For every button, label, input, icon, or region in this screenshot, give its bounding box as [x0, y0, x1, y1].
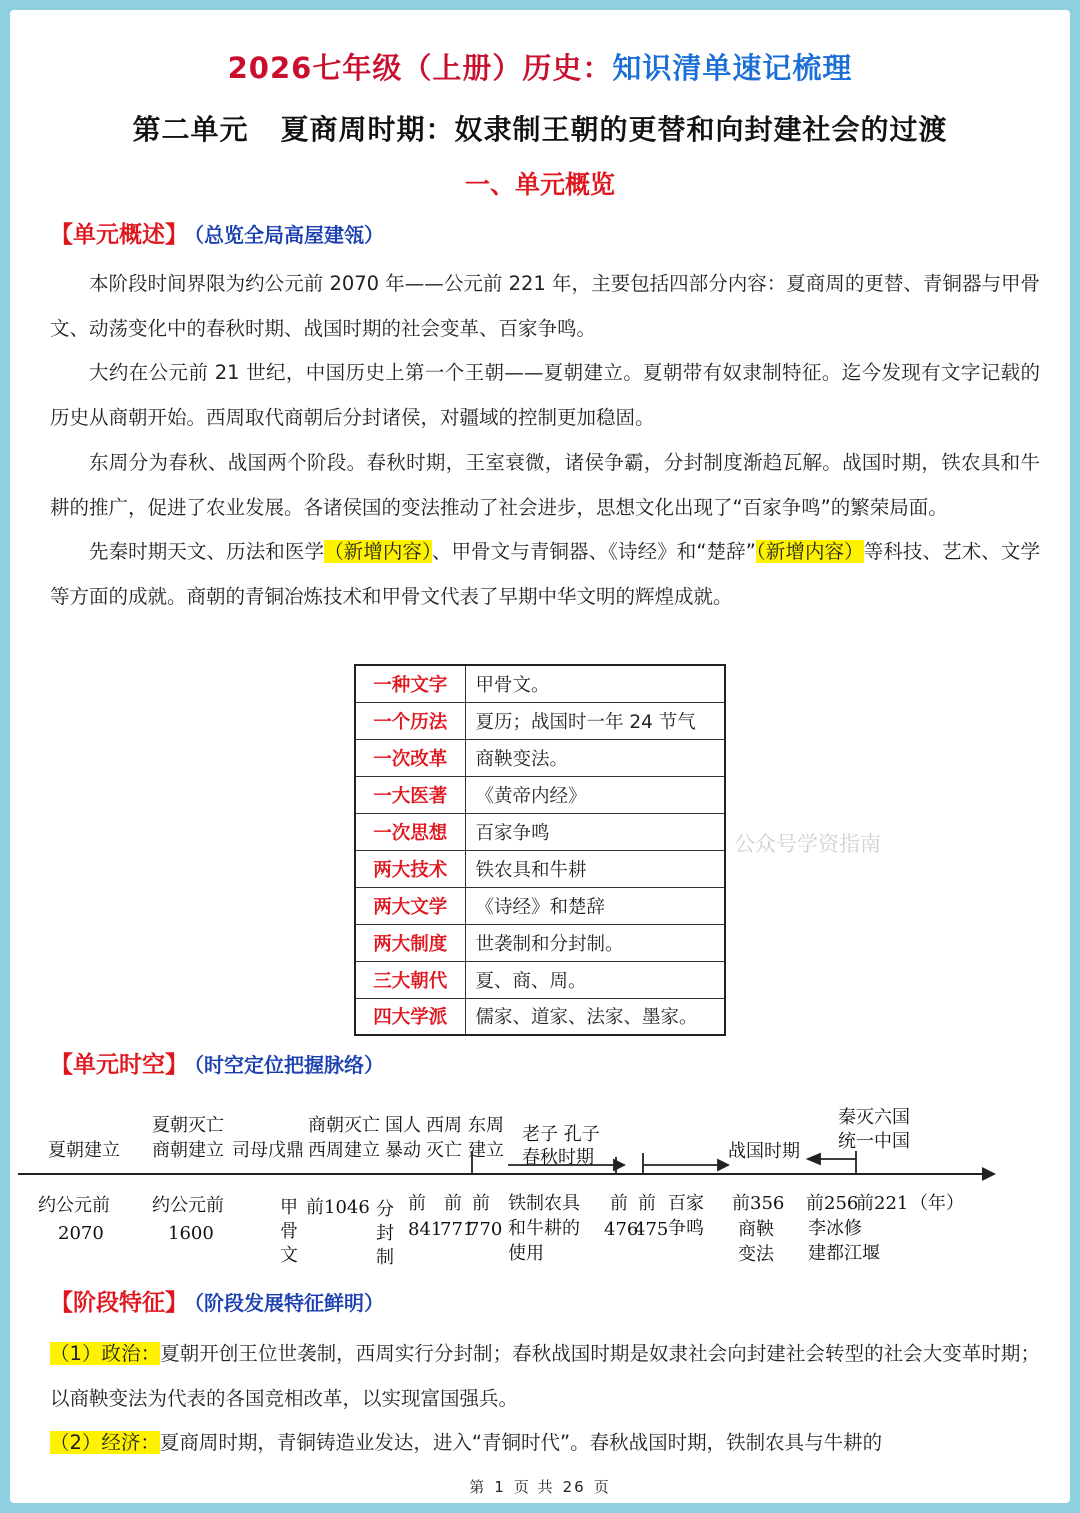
title-blue: 知识清单速记梳理 — [612, 51, 853, 85]
economy-text: 夏商周时期，青铜铸造业发达，进入“青铜时代”。春秋战国时期，铁制农具与牛耕的 — [159, 1431, 883, 1455]
overview-heading-label: 【单元概述】 — [50, 222, 188, 248]
timeline-date: 约公元前 — [152, 1195, 224, 1216]
section-title: 一、单元概览 — [464, 170, 615, 199]
timeline-date: 前 — [610, 1193, 628, 1214]
politics-paragraph — [50, 1332, 1040, 1421]
table-row — [355, 961, 725, 998]
table-key: 两大文学 — [355, 887, 465, 924]
overview-paragraph-2: 大约在公元前 21 世纪，中国历史上第一个王朝——夏朝建立。夏朝带有奴隶制特征。迄今发现有文字记载的历史从商朝开始。西周取代商朝后分封诸侯，对疆域的控制更加稳固。 — [50, 361, 1040, 430]
table-row — [355, 813, 725, 850]
p4-part-b: 、甲骨文与青铜器、《诗经》和“楚辞” — [431, 540, 756, 564]
timeline-label: 司母戊鼎 — [232, 1140, 304, 1161]
table-row — [355, 739, 725, 776]
footer-post: 页 — [593, 1478, 611, 1496]
timeline-label: 统一中国 — [838, 1131, 910, 1152]
timeline-date: 2070 — [58, 1223, 104, 1244]
table-row — [355, 665, 725, 702]
timeline-label: 西周建立 — [308, 1140, 380, 1161]
timeline-label: 灭亡 — [426, 1140, 462, 1161]
footer-mid: 页 共 — [513, 1478, 555, 1496]
document-title — [10, 46, 1070, 87]
p4-part-c: 等科技、艺术、文学等方面的成就。商朝的青铜冶炼技术和甲骨文代表了早期中华文明的辉煌成就。 — [50, 540, 1040, 608]
timeline-label: 国人 — [385, 1115, 421, 1136]
spacetime-subheading: （时空定位把握脉络） — [194, 1053, 384, 1077]
table-value: 儒家、道家、法家、墨家。 — [465, 998, 725, 1035]
footer-pre: 第 — [469, 1478, 487, 1496]
timeline-date: 771 — [440, 1219, 475, 1240]
table-key: 四大学派 — [355, 998, 465, 1035]
timeline-label: 李冰修 — [808, 1218, 862, 1239]
timeline-label: 暴动 — [385, 1140, 421, 1161]
stage-text — [50, 1332, 1040, 1466]
overview-paragraph-3: 东周分为春秋、战国两个阶段。春秋时期，王室衰微，诸侯争霸，分封制度渐趋瓦解。战国时期，铁农具和牛耕的推广，促进了农业发展。各诸侯国的变法推动了社会进步，思想文化出现了“百家争鸣”的繁荣局面。 — [50, 450, 1040, 519]
timeline-date: 前 — [472, 1193, 490, 1214]
timeline-label: 分 — [376, 1199, 394, 1220]
timeline-label: 制 — [376, 1247, 394, 1268]
timeline-label: 建立 — [468, 1140, 504, 1161]
table-key: 一次改革 — [355, 739, 465, 776]
timeline-date: 前 — [638, 1193, 656, 1214]
table-row — [355, 998, 725, 1035]
table-value: 商鞅变法。 — [465, 739, 725, 776]
timeline-date: 前221 — [856, 1193, 909, 1214]
timeline-label: 战国时期 — [728, 1141, 800, 1162]
timeline-label: 东周 — [468, 1115, 504, 1136]
page-number: 1 — [494, 1478, 506, 1496]
economy-paragraph — [50, 1421, 1040, 1466]
timeline-label: 骨 — [280, 1221, 298, 1242]
timeline-label: 商鞅 — [738, 1219, 774, 1240]
table-value: 百家争鸣 — [465, 813, 725, 850]
overview-subheading: （总览全局高屋建瓴） — [194, 223, 384, 247]
table-key: 两大技术 — [355, 850, 465, 887]
timeline-axis — [18, 1173, 990, 1175]
page-total: 26 — [562, 1478, 586, 1496]
table-row — [355, 924, 725, 961]
timeline — [10, 1105, 1070, 1275]
stage-heading — [50, 1284, 384, 1317]
timeline-date: 前256 — [806, 1193, 859, 1214]
unit-number: 第二单元 — [132, 113, 249, 146]
timeline-label: 建都江堰 — [808, 1243, 880, 1264]
timeline-date: 前356 — [732, 1193, 785, 1214]
table-row — [355, 776, 725, 813]
new-content-highlight-2: （新增内容） — [755, 540, 864, 564]
politics-text: 夏朝开创王位世袭制，西周实行分封制；春秋战国时期是奴隶社会向封建社会转型的社会大变革时期；以商鞅变法为代表的各国竞相改革，以实现富国强兵。 — [50, 1342, 1040, 1410]
unit-title — [10, 108, 1070, 148]
timeline-label: 商朝建立 — [152, 1140, 224, 1161]
spacetime-heading-label: 【单元时空】 — [50, 1052, 188, 1078]
table-row — [355, 887, 725, 924]
timeline-date: 约公元前 — [38, 1195, 110, 1216]
summary-table — [354, 664, 726, 1036]
timeline-label: 文 — [280, 1245, 298, 1266]
table-value: 铁农具和牛耕 — [465, 850, 725, 887]
stage-heading-label: 【阶段特征】 — [50, 1290, 188, 1316]
table-key: 三大朝代 — [355, 961, 465, 998]
timeline-label: 老子 孔子 — [522, 1124, 600, 1145]
timeline-date: 475 — [634, 1219, 669, 1240]
overview-paragraph-1: 本阶段时间界限为约公元前 2070 年——公元前 221 年，主要包括四部分内容：夏商周的更替、青铜器与甲骨文、动荡变化中的春秋时期、战国时期的社会变革、百家争鸣。 — [50, 272, 1040, 340]
timeline-label: 争鸣 — [668, 1218, 704, 1239]
table-value: 世袭制和分封制。 — [465, 924, 725, 961]
table-value: 夏、商、周。 — [465, 961, 725, 998]
watermark-text: 公众号学资指南 — [734, 832, 881, 856]
timeline-label: 和牛耕的 — [508, 1218, 580, 1239]
timeline-label: 西周 — [426, 1115, 462, 1136]
table-key: 一个历法 — [355, 702, 465, 739]
overview-text — [50, 262, 1040, 620]
timeline-label: 变法 — [738, 1244, 774, 1265]
new-content-highlight-1: （新增内容） — [324, 540, 432, 564]
politics-label: （1）政治： — [50, 1342, 161, 1365]
table-row — [355, 850, 725, 887]
timeline-label: 夏朝灭亡 — [152, 1115, 224, 1136]
timeline-label: 铁制农具 — [508, 1193, 580, 1214]
economy-label: （2）经济： — [50, 1431, 160, 1455]
timeline-label: 甲 — [280, 1197, 298, 1218]
table-key: 一次思想 — [355, 813, 465, 850]
table-row — [355, 702, 725, 739]
timeline-label: 秦灭六国 — [838, 1107, 910, 1128]
timeline-date: 841 — [408, 1219, 443, 1240]
unit-name: 夏商周时期：奴隶制王朝的更替和向封建社会的过渡 — [280, 113, 948, 146]
timeline-date: 前 — [408, 1193, 426, 1214]
timeline-label: 春秋时期 — [522, 1147, 594, 1168]
table-value: 《诗经》和楚辞 — [465, 887, 725, 924]
timeline-date: 770 — [468, 1219, 503, 1240]
timeline-date: 1600 — [168, 1223, 214, 1244]
timeline-date: 前 — [444, 1193, 462, 1214]
page-footer — [10, 1476, 1070, 1497]
p4-part-a: 先秦时期天文、历法和医学 — [89, 540, 325, 564]
table-key: 一大医著 — [355, 776, 465, 813]
table-value: 甲骨文。 — [465, 665, 725, 702]
timeline-date: 前1046 — [306, 1197, 370, 1218]
timeline-label: 百家 — [668, 1193, 704, 1214]
timeline-label: 封 — [376, 1223, 394, 1244]
table-key: 两大制度 — [355, 924, 465, 961]
table-key: 一种文字 — [355, 665, 465, 702]
overview-paragraph-4 — [50, 530, 1040, 619]
timeline-label: 夏朝建立 — [48, 1140, 120, 1161]
spacetime-heading — [50, 1046, 384, 1079]
timeline-date: 476 — [604, 1219, 639, 1240]
timeline-unit: （年） — [910, 1193, 964, 1214]
timeline-arrowhead-icon — [982, 1167, 996, 1181]
table-value: 《黄帝内经》 — [465, 776, 725, 813]
timeline-label: 使用 — [508, 1243, 544, 1264]
overview-heading — [50, 216, 384, 249]
timeline-label: 商朝灭亡 — [308, 1115, 380, 1136]
table-value: 夏历；战国时一年 24 节气 — [465, 702, 725, 739]
title-red: 2026七年级（上册）历史： — [227, 51, 613, 85]
document-page — [10, 10, 1070, 1503]
stage-subheading: （阶段发展特征鲜明） — [194, 1291, 384, 1315]
